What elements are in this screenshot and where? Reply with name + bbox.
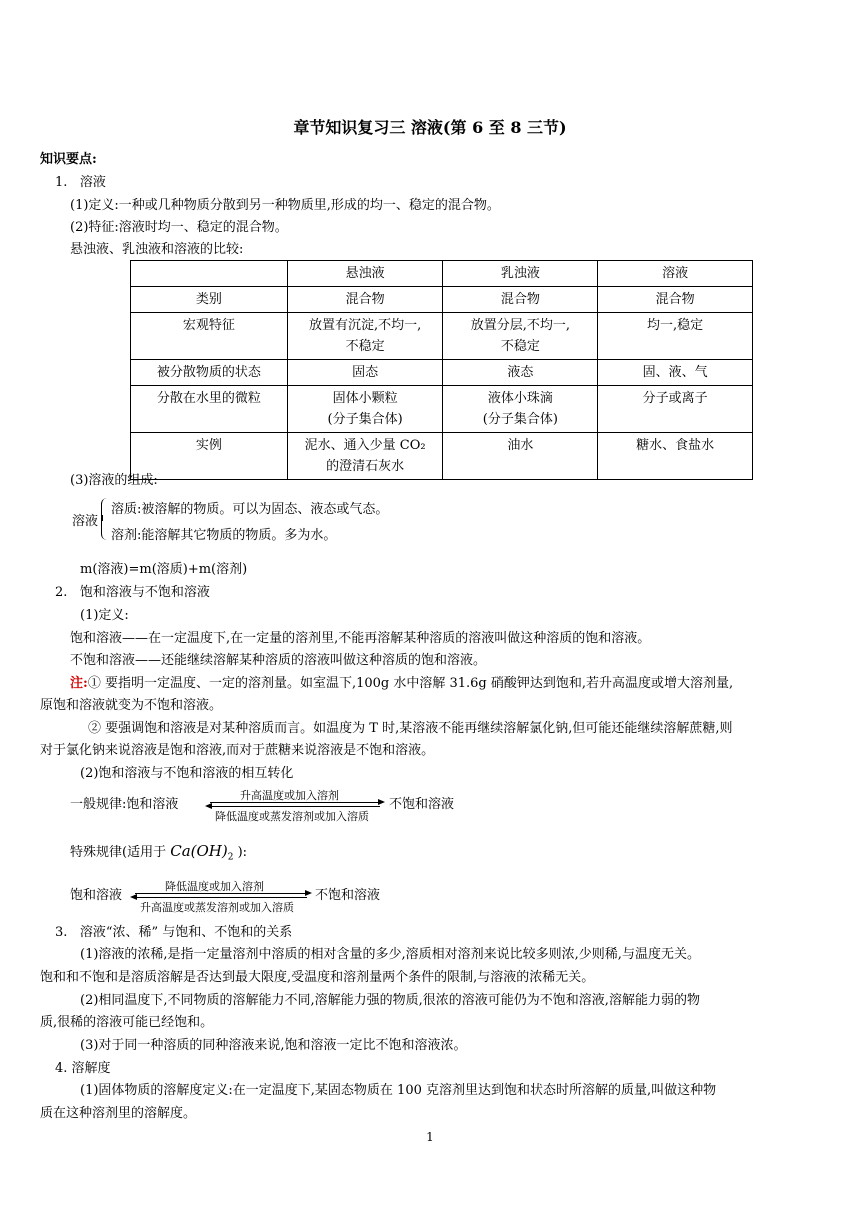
table-cell: 均一,稳定 (598, 313, 753, 360)
section-1-heading (55, 175, 106, 191)
table-row (131, 287, 753, 313)
table-header-cell (131, 261, 288, 287)
solution-definition: (1)定义:一种或几种物质分散到另一种物质里,形成的均一、稳定的混合物。 (70, 198, 500, 213)
note-1-line-1 (70, 676, 733, 692)
table-cell: 固态 (287, 360, 443, 386)
solute-definition: 溶质:被溶解的物质。可以为固态、液态或气态。 (111, 502, 389, 517)
note-2-line-1: ② 要强调饱和溶液是对某种溶质而言。如温度为 T 时,某溶液不能再继续溶解氯化钠,但可能还能继续溶解蔗糖,则 (88, 721, 733, 736)
table-cell: 混合物 (287, 287, 443, 313)
mass-formula: m(溶液)=m(溶质)+m(溶剂) (80, 562, 248, 577)
table-cell: 油水 (443, 433, 598, 480)
general-arrow-top-label: 升高温度或加入溶剂 (240, 789, 339, 802)
section-4-title: 溶解度 (71, 1061, 111, 1076)
general-arrow-bottom-label: 降低温度或蒸发溶剂或加入溶质 (215, 810, 369, 823)
table-header-cell: 悬浊液 (287, 261, 443, 287)
general-reverse-arrow-line (210, 806, 380, 807)
section-3-number: 3. (55, 925, 68, 940)
table-cell: 宏观特征 (131, 313, 288, 360)
section-4-number: 4. (55, 1061, 68, 1076)
definition-heading: (1)定义: (80, 608, 129, 623)
unsaturated-definition: 不饱和溶液——还能继续溶解某种溶质的溶液叫做这种溶质的饱和溶液。 (70, 653, 487, 668)
special-rule-text: 特殊规律(适用于 (70, 845, 167, 860)
note-2-line-2: 对于氯化钠来说溶液是饱和溶液,而对于蔗糖来说溶液是不饱和溶液。 (40, 743, 435, 758)
special-reverse-arrow-line (135, 897, 307, 898)
section-4-paragraph-1-line-1: (1)固体物质的溶解度定义:在一定温度下,某固态物质在 100 克溶剂里达到饱和状态时所溶解的质量,叫做这种物 (80, 1083, 717, 1098)
section-3-paragraph-2-line-1: (2)相同温度下,不同物质的溶解能力不同,溶解能力强的物质,很浓的溶液可能仍为不饱和溶液,溶解能力弱的物 (80, 993, 700, 1008)
special-arrow-top-label: 降低温度或加入溶剂 (165, 880, 264, 893)
section-3-title: 溶液“浓、稀” 与饱和、不饱和的关系 (79, 925, 293, 940)
table-row (131, 313, 753, 360)
left-arrowhead-icon (205, 803, 212, 809)
section-2-title: 饱和溶液与不饱和溶液 (79, 585, 210, 600)
section-4-paragraph-1-line-2: 质在这种溶剂里的溶解度。 (40, 1106, 197, 1121)
formula-subscript: 2 (227, 852, 234, 863)
section-1-number: 1. (55, 175, 68, 190)
general-rule-prefix: 一般规律:饱和溶液 (70, 797, 179, 812)
section-3-paragraph-1-line-2: 饱和和不饱和是溶质溶解是否达到最大限度,受温度和溶剂量两个条件的限制,与溶液的浓稀无关。 (40, 970, 595, 985)
special-rule-label (70, 843, 247, 866)
section-3-paragraph-1-line-1: (1)溶液的浓稀,是指一定量溶剂中溶质的相对含量的多少,溶质相对溶剂来说比较多则浓,少则稀,与温度无关。 (80, 947, 700, 962)
special-rule-end: ): (237, 845, 248, 860)
general-rule-suffix: 不饱和溶液 (389, 797, 455, 812)
table-cell: 类别 (131, 287, 288, 313)
comparison-table (130, 260, 753, 480)
table-cell: 放置有沉淀,不均一, 不稳定 (287, 313, 443, 360)
table-header-row (131, 261, 753, 287)
saturated-definition: 饱和溶液——在一定温度下,在一定量的溶剂里,不能再溶解某种溶质的溶液叫做这种溶质的饱和溶液。 (70, 631, 651, 646)
note-1-text: ① 要指明一定温度、一定的溶剂量。如室温下,100g 水中溶解 31.6g 硝酸钾达到饱和,若升高温度或增大溶剂量, (87, 676, 734, 691)
table-header-cell: 溶液 (598, 261, 753, 287)
special-arrow-bottom-label: 升高温度或蒸发溶剂或加入溶质 (140, 901, 294, 914)
table-row (131, 360, 753, 386)
section-3-heading (55, 925, 292, 941)
special-rule-prefix: 饱和溶液 (70, 888, 123, 903)
left-arrowhead-icon (130, 894, 137, 900)
table-cell: 泥水、通入少量 CO₂ 的澄清石灰水 (287, 433, 443, 480)
table-row (131, 433, 753, 480)
right-arrowhead-icon (378, 799, 385, 805)
table-cell: 分子或离子 (598, 386, 753, 433)
brace-tip-icon (97, 515, 103, 521)
conversion-heading: (2)饱和溶液与不饱和溶液的相互转化 (80, 766, 294, 781)
right-arrowhead-icon (305, 890, 312, 896)
solvent-definition: 溶剂:能溶解其它物质的物质。多为水。 (111, 528, 337, 543)
note-1-line-2: 原饱和溶液就变为不饱和溶液。 (40, 698, 223, 713)
page-title: 章节知识复习三 溶液(第 6 至 8 三节) (293, 118, 567, 137)
composition-heading: (3)溶液的组成: (70, 473, 158, 488)
table-cell: 实例 (131, 433, 288, 480)
section-3-paragraph-2-line-2: 质,很稀的溶液可能已经饱和。 (40, 1015, 214, 1030)
brace-label: 溶液 (72, 514, 99, 529)
table-cell: 糖水、食盐水 (598, 433, 753, 480)
table-cell: 被分散物质的状态 (131, 360, 288, 386)
section-3-paragraph-3: (3)对于同一种溶质的同种溶液来说,饱和溶液一定比不饱和溶液浓。 (80, 1038, 467, 1053)
section-4-heading (55, 1061, 111, 1077)
solution-feature: (2)特征:溶液时均一、稳定的混合物。 (70, 220, 288, 235)
general-forward-arrow-line (210, 802, 380, 803)
key-points-heading: 知识要点: (40, 152, 97, 167)
section-1-title: 溶液 (79, 175, 106, 190)
calcium-hydroxide-formula: Ca(OH) (170, 842, 228, 860)
table-cell: 固体小颗粒 (分子集合体) (287, 386, 443, 433)
table-header-cell: 乳浊液 (443, 261, 598, 287)
table-cell: 固、液、气 (598, 360, 753, 386)
table-cell: 混合物 (598, 287, 753, 313)
section-2-heading (55, 585, 210, 601)
special-rule-suffix: 不饱和溶液 (315, 888, 381, 903)
table-cell: 分散在水里的微粒 (131, 386, 288, 433)
special-forward-arrow-line (135, 893, 307, 894)
table-row (131, 386, 753, 433)
table-cell: 液体小珠滴 (分子集合体) (443, 386, 598, 433)
comparison-caption: 悬浊液、乳浊液和溶液的比较: (70, 242, 244, 257)
page-number: 1 (426, 1130, 434, 1144)
table-cell: 混合物 (443, 287, 598, 313)
table-cell: 放置分层,不均一, 不稳定 (443, 313, 598, 360)
table-cell: 液态 (443, 360, 598, 386)
section-2-number: 2. (55, 585, 68, 600)
note-label: 注: (70, 676, 88, 691)
